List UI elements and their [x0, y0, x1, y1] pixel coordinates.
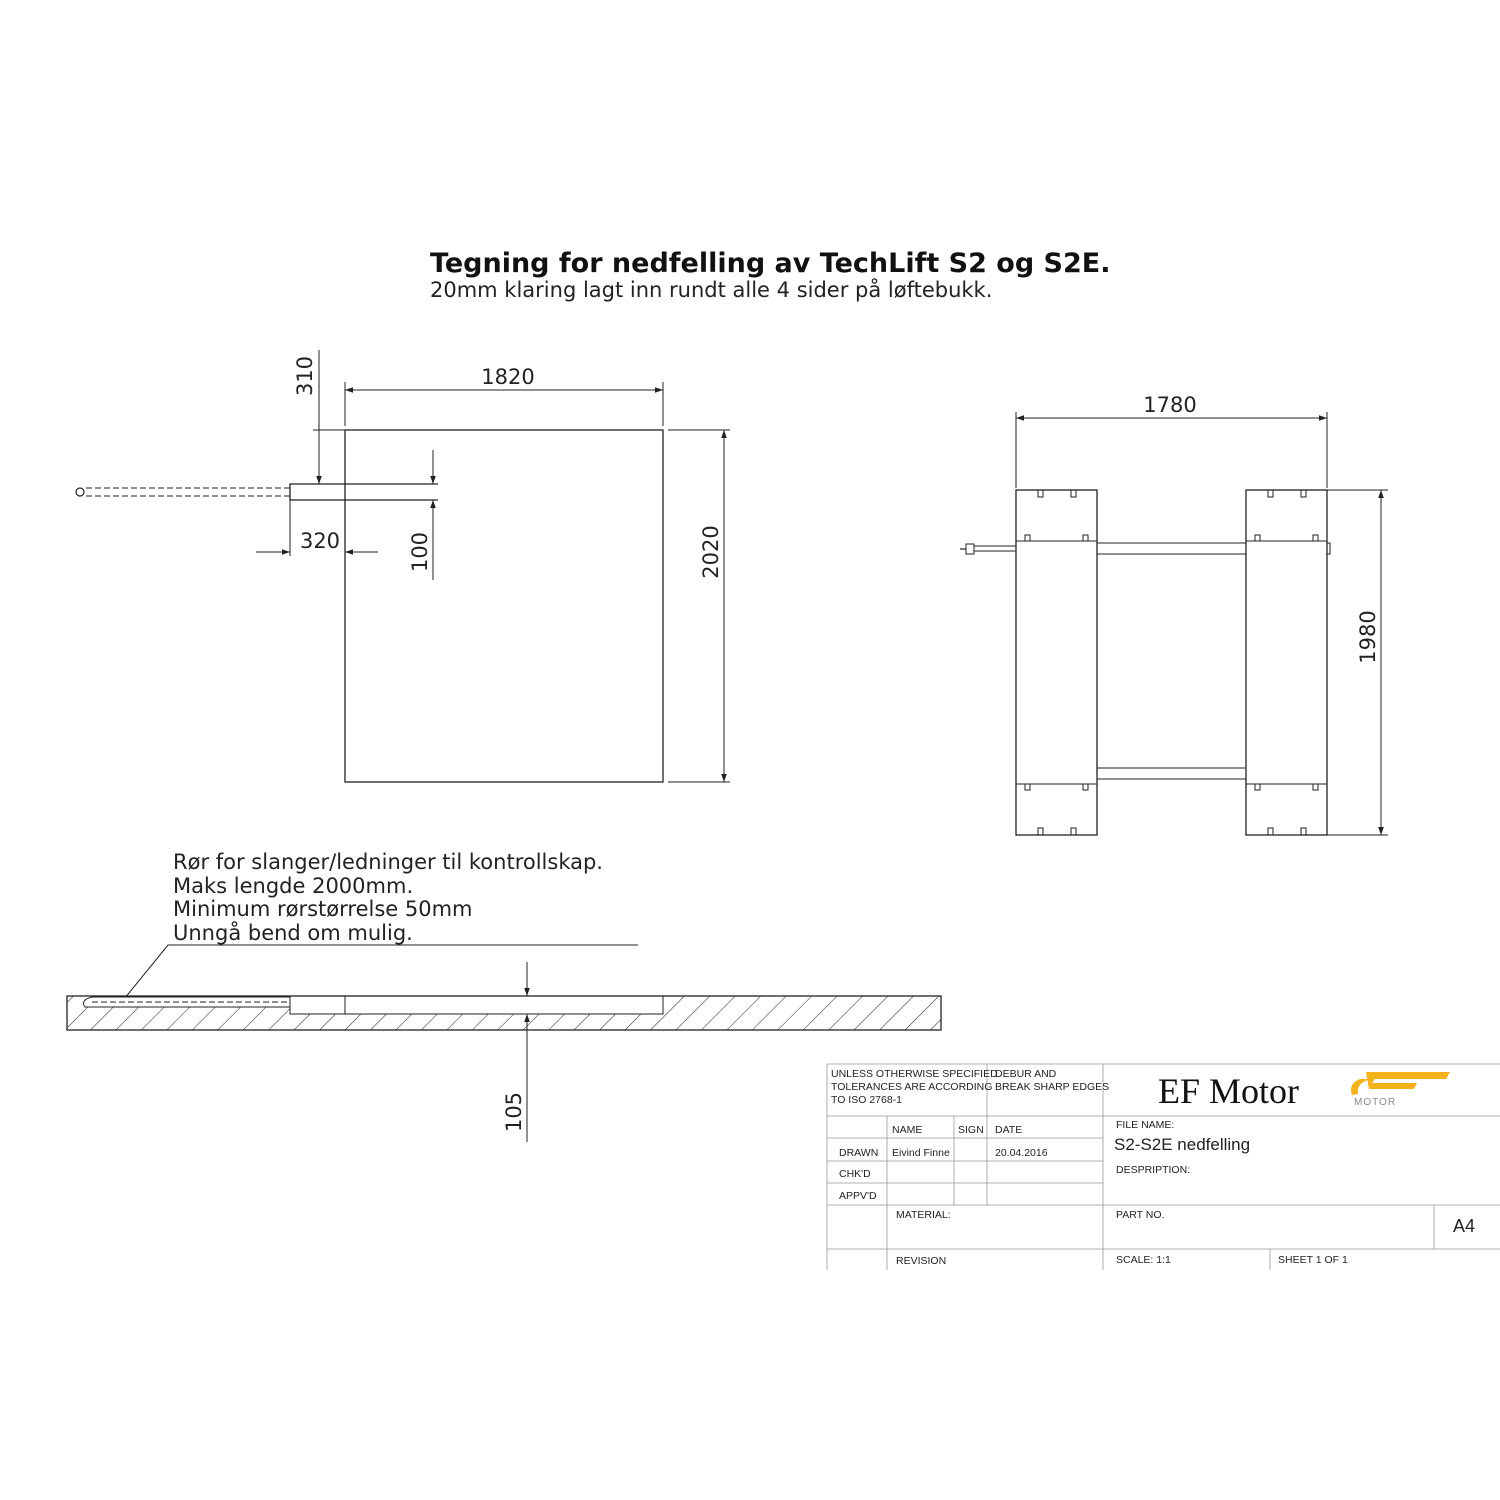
drawn-date: 20.04.2016 [995, 1147, 1048, 1159]
revision-label: REVISION [896, 1255, 947, 1267]
pit-outline [345, 430, 663, 782]
debur-line-1: DEBUR AND [995, 1068, 1057, 1080]
pipe-end-icon [76, 488, 84, 496]
drawing-subtitle: 20mm klaring lagt inn rundt alle 4 sider på løftebukk. [430, 278, 993, 302]
dim-label-section-depth: 105 [502, 1091, 526, 1133]
dim-label-pipe-length: 320 [299, 529, 341, 553]
tolerance-line-3: TO ISO 2768-1 [831, 1094, 903, 1106]
rail-notches [1025, 490, 1318, 835]
dim-label-pipe-width: 100 [408, 531, 432, 573]
description-label: DESPRIPTION: [1116, 1164, 1191, 1176]
pipe-channel-stub [290, 484, 345, 500]
dim-label-pit-width: 1820 [481, 365, 535, 389]
pipe-note-line-1: Rør for slanger/ledninger til kontrollskap. [173, 850, 603, 874]
dim-label-pit-depth: 2020 [699, 525, 723, 579]
lift-rail-right [1246, 490, 1327, 835]
pipe-note-line-2: Maks lengde 2000mm. [173, 874, 414, 898]
hose-connector-icon [960, 544, 1016, 554]
pipe-note-leader [120, 945, 638, 1004]
pipe-note-line-3: Minimum rørstørrelse 50mm [173, 897, 473, 921]
pipe-note-line-4: Unngå bend om mulig. [173, 921, 413, 945]
sheet-label: SHEET 1 OF 1 [1278, 1254, 1348, 1266]
cross-bar-top [1097, 543, 1246, 554]
dim-label-lift-width: 1780 [1143, 393, 1197, 417]
dim-label-lift-depth: 1980 [1356, 610, 1380, 664]
row-appvd: APPV'D [839, 1190, 877, 1202]
file-name-label: FILE NAME: [1116, 1119, 1175, 1131]
dim-label-pipe-offset: 310 [293, 355, 317, 397]
file-name: S2-S2E nedfelling [1114, 1135, 1251, 1154]
debur-line-2: BREAK SHARP EDGES [995, 1081, 1110, 1093]
company-name: EF Motor [1158, 1071, 1300, 1111]
scale-label: SCALE: 1:1 [1116, 1254, 1171, 1266]
tolerance-line-2: TOLERANCES ARE ACCORDING [831, 1081, 993, 1093]
drawn-name: Eivind Finne [892, 1147, 950, 1159]
lift-rail-left [1016, 490, 1097, 835]
section-view [67, 962, 941, 1142]
ef-logo-icon [1351, 1072, 1450, 1108]
col-date-header: DATE [995, 1124, 1023, 1136]
sheet-size: A4 [1453, 1216, 1476, 1236]
row-chkd: CHK'D [839, 1168, 871, 1180]
lift-plan-view [960, 393, 1388, 835]
col-name-header: NAME [892, 1124, 923, 1136]
drawing-heading [430, 248, 1110, 302]
tolerance-line-1: UNLESS OTHERWISE SPECIFIED [831, 1068, 998, 1080]
logo-subtext: MOTOR [1354, 1097, 1397, 1108]
row-drawn: DRAWN [839, 1147, 879, 1159]
cross-bar-bottom [1097, 768, 1246, 779]
title-block [827, 1064, 1500, 1270]
pipe-note [118, 850, 638, 1006]
material-label: MATERIAL: [896, 1209, 951, 1221]
pit-plan-view [76, 350, 730, 782]
pipe-dashed [76, 488, 290, 496]
part-no-label: PART NO. [1116, 1209, 1165, 1221]
col-sign-header: SIGN [958, 1124, 984, 1136]
drawing-title: Tegning for nedfelling av TechLift S2 og S2E. [430, 248, 1111, 279]
